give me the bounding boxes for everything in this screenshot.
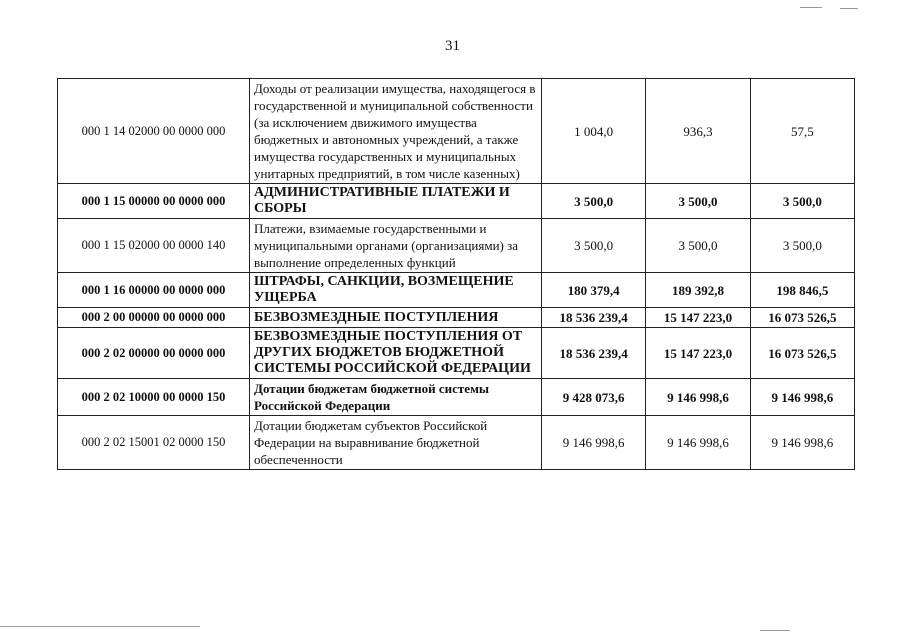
row-name: Дотации бюджетам бюджетной системы Российской Федерации — [250, 379, 542, 416]
row-name: ШТРАФЫ, САНКЦИИ, ВОЗМЕЩЕНИЕ УЩЕРБА — [250, 273, 542, 308]
row-code: 000 2 02 10000 00 0000 150 — [58, 379, 250, 416]
row-value-3: 16 073 526,5 — [750, 328, 854, 379]
row-value-3: 57,5 — [750, 79, 854, 184]
scan-mark-top-right-2 — [840, 8, 858, 9]
table-row — [58, 273, 855, 308]
row-value-3: 9 146 998,6 — [750, 379, 854, 416]
table-row — [58, 379, 855, 416]
table-row — [58, 308, 855, 328]
row-value-3: 3 500,0 — [750, 219, 854, 273]
row-name: БЕЗВОЗМЕЗДНЫЕ ПОСТУПЛЕНИЯ — [250, 308, 542, 328]
table-row — [58, 184, 855, 219]
row-name: Платежи, взимаемые государственными и муниципальными органами (организациями) за выполнение определенных функций — [250, 219, 542, 273]
row-value-1: 9 428 073,6 — [542, 379, 646, 416]
row-code: 000 2 02 00000 00 0000 000 — [58, 328, 250, 379]
row-value-2: 3 500,0 — [646, 219, 750, 273]
row-value-1: 3 500,0 — [542, 219, 646, 273]
row-value-1: 180 379,4 — [542, 273, 646, 308]
row-value-2: 9 146 998,6 — [646, 416, 750, 470]
row-value-1: 1 004,0 — [542, 79, 646, 184]
row-code: 000 2 00 00000 00 0000 000 — [58, 308, 250, 328]
row-value-3: 198 846,5 — [750, 273, 854, 308]
row-code: 000 1 15 02000 00 0000 140 — [58, 219, 250, 273]
scan-mark-top-right — [800, 7, 822, 8]
row-value-1: 9 146 998,6 — [542, 416, 646, 470]
table-row — [58, 416, 855, 470]
row-code: 000 1 16 00000 00 0000 000 — [58, 273, 250, 308]
scan-mark-bottom-right — [760, 630, 790, 631]
row-name: Дотации бюджетам субъектов Российской Федерации на выравнивание бюджетной обеспеченности — [250, 416, 542, 470]
row-name: Доходы от реализации имущества, находящегося в государственной и муниципальной собственности (за исключением движимого имущества бюджетных и автономных учреждений, а также имущества государственных и муниципальных унитарных предприятий, в том числе казенных) — [250, 79, 542, 184]
row-value-2: 3 500,0 — [646, 184, 750, 219]
row-code: 000 1 14 02000 00 0000 000 — [58, 79, 250, 184]
row-value-3: 16 073 526,5 — [750, 308, 854, 328]
row-code: 000 2 02 15001 02 0000 150 — [58, 416, 250, 470]
row-value-1: 18 536 239,4 — [542, 328, 646, 379]
row-value-3: 9 146 998,6 — [750, 416, 854, 470]
table-row — [58, 79, 855, 184]
row-name: АДМИНИСТРАТИВНЫЕ ПЛАТЕЖИ И СБОРЫ — [250, 184, 542, 219]
scan-mark-bottom-left — [0, 626, 200, 627]
row-value-2: 15 147 223,0 — [646, 328, 750, 379]
row-code: 000 1 15 00000 00 0000 000 — [58, 184, 250, 219]
table-row — [58, 328, 855, 379]
table-row — [58, 219, 855, 273]
row-value-2: 189 392,8 — [646, 273, 750, 308]
page-number: 31 — [445, 38, 460, 54]
row-value-1: 18 536 239,4 — [542, 308, 646, 328]
row-name: БЕЗВОЗМЕЗДНЫЕ ПОСТУПЛЕНИЯ ОТ ДРУГИХ БЮДЖЕТОВ БЮДЖЕТНОЙ СИСТЕМЫ РОССИЙСКОЙ ФЕДЕРАЦИИ — [250, 328, 542, 379]
row-value-1: 3 500,0 — [542, 184, 646, 219]
row-value-3: 3 500,0 — [750, 184, 854, 219]
budget-revenue-table — [57, 78, 855, 470]
row-value-2: 936,3 — [646, 79, 750, 184]
row-value-2: 15 147 223,0 — [646, 308, 750, 328]
row-value-2: 9 146 998,6 — [646, 379, 750, 416]
